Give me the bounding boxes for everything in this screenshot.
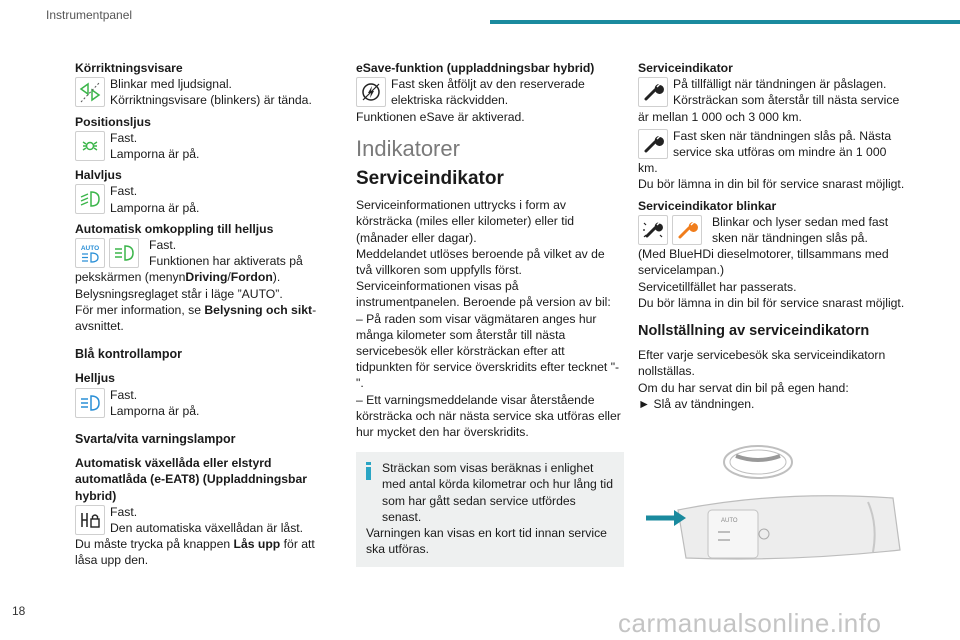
info-note-line-2: Varningen kan visas en kort tid innan service ska utföras. (366, 526, 607, 557)
auto-high-beam-line-2: Funktionen har aktiverats på pekskärmen (menynDriving/Fordon). (75, 254, 303, 285)
steering-wheel-icon (724, 446, 792, 478)
service-para-2: Meddelandet utlöses beroende på vilket av de två villkoren som uppfylls först. (356, 246, 605, 278)
high-beam-icon-auto (109, 238, 139, 268)
auto-high-beam-line-3: Belysningsreglaget står i läge ”AUTO”. (75, 286, 283, 301)
service-wrench-blinking-icon (638, 215, 668, 245)
dipped-beam-line-2: Lamporna är på. (110, 200, 200, 215)
turn-signal-line-2: Körriktningsvisare (blinkers) är tända. (110, 93, 312, 108)
gearbox-lock-icon (75, 505, 105, 535)
page-number: 18 (12, 604, 26, 618)
service-para-5: – Ett varningsmeddelande visar återstående körsträcka och när nästa service ska utföras eller hur mycket den har överskridits. (356, 392, 621, 440)
orange-wrench-icon (672, 215, 702, 245)
high-beam-line-1: Fast. (110, 387, 138, 402)
turn-signal-row (75, 76, 325, 108)
page-header-title: Instrumentpanel (46, 8, 133, 22)
service-indicator-text-b2: Du bör lämna in din bil för service snarast möjligt. (638, 177, 905, 192)
wrench-icon (638, 77, 668, 107)
dipped-beam-heading: Halvljus (75, 168, 122, 183)
esave-line-2: Funktionen eSave är aktiverad. (356, 109, 525, 124)
gearbox-heading: Automatisk växellåda eller elstyrd automatlåda (e-EAT8) (Uppladdningsbar hybrid) (75, 456, 308, 503)
light-stalk (678, 496, 900, 559)
service-blinking-line-4: Du bör lämna in din bil för service snarast möjligt. (638, 295, 905, 310)
position-lights-icon (75, 131, 105, 161)
service-para-4: – På raden som visar vägmätaren anges hur många kilometer som återstår till nästa servicebesök eller körsträckan efter att tidpunkten för service överskridits efter tecknet "-". (356, 311, 620, 391)
column-3 (638, 60, 908, 412)
turn-signal-heading: Körriktningsvisare (75, 61, 183, 75)
reset-para-1: Efter varje servicebesök ska serviceindikatorn nollställas. (638, 348, 886, 379)
dipped-beam-line-1: Fast. (110, 184, 138, 199)
column-1 (75, 60, 325, 569)
position-lights-line-1: Fast. (110, 130, 138, 145)
info-icon (366, 462, 371, 478)
reset-para-3: ► Slå av tändningen. (638, 396, 755, 411)
turn-signal-line-1: Blinkar med ljudsignal. (110, 77, 232, 92)
header-accent-bar (490, 20, 960, 24)
wrench-icon-fixed (638, 129, 668, 159)
gearbox-line-3: Du måste trycka på knappen Lås upp för att låsa upp den. (75, 537, 315, 568)
service-indicator-heading: Serviceindikator (638, 61, 733, 75)
gearbox-row (75, 504, 325, 536)
service-indicator-text-a: På tillfälligt när tändningen är påslagen. Körsträckan som återstår till nästa service är mellan 1 000 och 3 000 km. (638, 77, 900, 124)
stalk-label-auto: AUTO (721, 518, 738, 524)
steering-stalk-illustration (638, 440, 908, 580)
auto-high-beam-line-1: Fast. (149, 238, 177, 253)
esave-line-1: Fast sken åtföljt av den reserverade elektriska räckvidden. (391, 77, 585, 108)
turn-signal-icon (75, 77, 105, 107)
auto-high-beam-line-4: För mer information, se Belysning och sikt-avsnittet. (75, 302, 317, 334)
service-blinking-line-3: Servicetillfället har passerats. (638, 279, 797, 294)
high-beam-icon (75, 388, 105, 418)
bw-warning-heading: Svarta/vita varningslampor (75, 432, 236, 447)
position-lights-line-2: Lamporna är på. (110, 147, 200, 162)
esave-heading: eSave-funktion (uppladdningsbar hybrid) (356, 61, 595, 75)
service-blinking-line-2: (Med BlueHDi dieselmotorer, tillsammans med servicelampan.) (638, 247, 889, 278)
high-beam-row (75, 387, 325, 419)
service-blinking-heading: Serviceindikator blinkar (638, 198, 777, 213)
reset-para-2: Om du har servat din bil på egen hand: (638, 380, 849, 395)
reset-heading: Nollställning av serviceindikatorn (638, 323, 870, 340)
service-para-1: Serviceinformationen uttrycks i form av körsträcka (miles eller kilometer) eller tid (månader eller dagar). (356, 198, 575, 245)
column-2 (356, 60, 624, 567)
esave-icon (356, 77, 386, 107)
auto-high-beam-heading: Automatisk omkoppling till helljus (75, 221, 274, 236)
watermark: carmanualsonline.info (618, 608, 882, 638)
service-indicator-title: Serviceindikator (356, 168, 504, 190)
dipped-beam-row (75, 183, 325, 215)
service-para-3: Serviceinformationen visas på instrumentpanelen. Beroende på version av bil: (356, 279, 611, 310)
service-blinking-line-1: Blinkar och lyser sedan med fast sken när tändningen slås på. (712, 214, 889, 246)
auto-high-beam-icon (75, 238, 105, 268)
position-lights-row (75, 130, 325, 162)
esave-row (356, 76, 624, 108)
info-note (356, 452, 624, 567)
info-note-line-1: Sträckan som visas beräknas i enlighet med antal körda kilometrar och hur lång tid som har gått sedan service utfördes senast. (382, 461, 614, 524)
indicators-title: Indikatorer (356, 135, 460, 161)
service-indicator-text-b: Fast sken när tändningen slås på. Nästa service ska utföras om mindre än 1 000 km. (638, 128, 892, 176)
dipped-beam-icon (75, 184, 105, 214)
gearbox-line-2: Den automatiska växellådan är låst. (110, 521, 304, 536)
blue-indicators-heading: Blå kontrollampor (75, 347, 182, 362)
high-beam-line-2: Lamporna är på. (110, 403, 200, 418)
position-lights-heading: Positionsljus (75, 114, 151, 129)
gearbox-line-1: Fast. (110, 504, 138, 519)
high-beam-heading: Helljus (75, 371, 115, 386)
svg-text:AUTO: AUTO (80, 245, 100, 253)
